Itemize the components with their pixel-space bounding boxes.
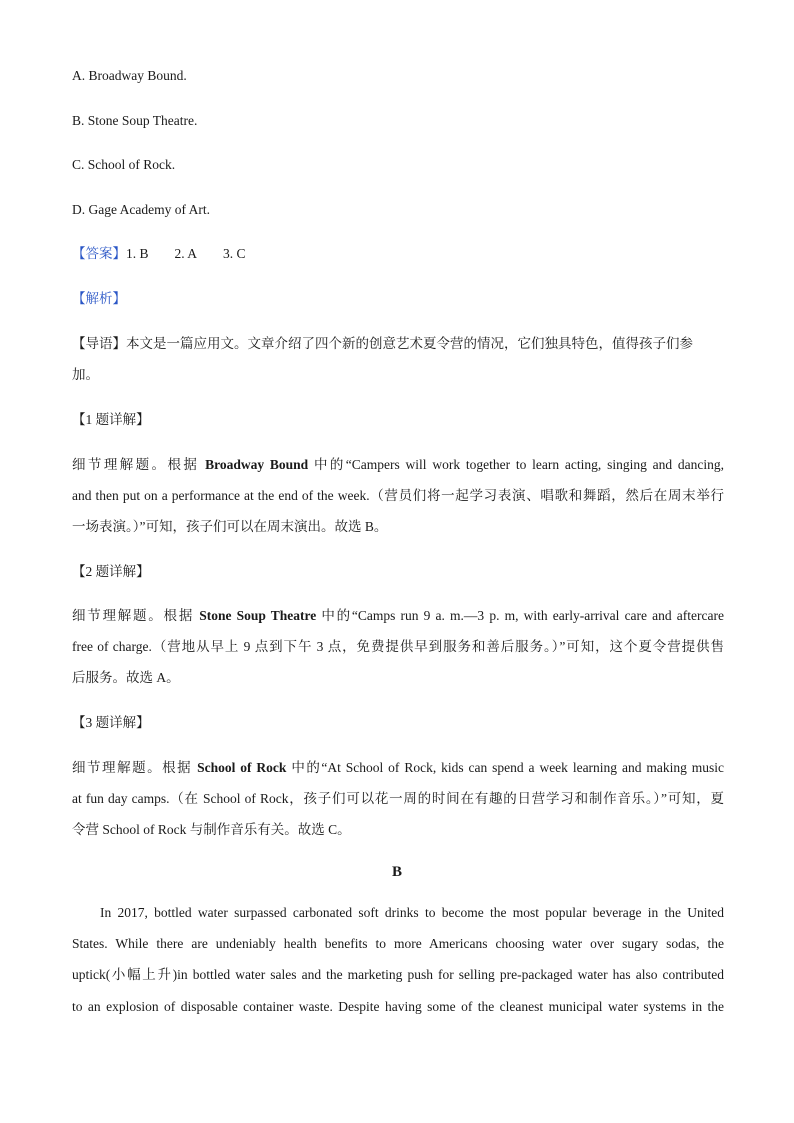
q2-title: 【2 题详解】 (72, 564, 150, 579)
q2-line1-rest: 中的“Camps run 9 a. m.—3 p. m, with early-arrival care and aftercare (316, 608, 724, 623)
intro-text-1: 本文是一篇应用文。文章介绍了四个新的创意艺术夏令营的情况，它们独具特色，值得孩子们参 (126, 336, 693, 351)
q2-line-2: free of charge.（营地从早上 9 点到下午 3 点，免费提供早到服务和善后服务。）”可知，这个夏令营提供售 (72, 639, 724, 654)
option-d: D. Gage Academy of Art. (72, 202, 210, 217)
answer-item-3: 3. C (223, 246, 246, 261)
passage-line-2: States. While there are undeniably health benefits to more Americans choosing water over sugary sodas, the (72, 936, 724, 951)
q3-line1-rest: 中的“At School of Rock, kids can spend a week learning and making music (286, 760, 724, 775)
intro-line-2: 加。 (72, 367, 99, 382)
section-b-heading: B (391, 864, 402, 880)
q3-line-3: 令营 School of Rock 与制作音乐有关。故选 C。 (72, 822, 351, 837)
q1-camp-name: Broadway Bound (205, 457, 309, 472)
option-a: A. Broadway Bound. (72, 68, 187, 83)
q3-line-2: at fun day camps.（在 School of Rock，孩子们可以花一周的时间在有趣的日营学习和制作音乐。）”可知，夏 (72, 791, 724, 806)
answer-label: 【答案】 (72, 246, 126, 261)
intro-label: 【导语】 (72, 336, 126, 351)
q1-line-3: 一场表演。）”可知，孩子们可以在周末演出。故选 B。 (72, 519, 388, 534)
q1-line1-rest: 中的“Campers will work together to learn acting, singing and dancing, (308, 457, 724, 472)
answer-item-1: 1. B (126, 246, 149, 261)
q3-line-1 (72, 759, 724, 777)
q1-line-1 (72, 456, 724, 474)
intro-line-1 (72, 335, 724, 353)
q2-prefix: 细节理解题。根据 (72, 608, 200, 623)
answer-line (72, 245, 724, 263)
q2-line-3: 后服务。故选 A。 (72, 670, 180, 685)
q2-camp-name: Stone Soup Theatre (199, 608, 317, 623)
q3-camp-name: School of Rock (197, 760, 287, 775)
q2-line-1 (72, 607, 724, 625)
q1-line-2: and then put on a performance at the end of the week.（营员们将一起学习表演、唱歌和舞蹈，然后在周末举行 (72, 488, 724, 503)
q3-prefix: 细节理解题。根据 (72, 760, 198, 775)
passage-line-1: In 2017, bottled water surpassed carbonated soft drinks to become the most popular beverage in the United (100, 905, 724, 920)
option-c: C. School of Rock. (72, 157, 176, 172)
passage-line-4: to an explosion of disposable container waste. Despite having some of the cleanest municipal water systems in the (72, 999, 724, 1014)
answer-item-2: 2. A (174, 246, 198, 261)
option-b: B. Stone Soup Theatre. (72, 113, 198, 128)
analysis-label: 【解析】 (72, 291, 126, 306)
q3-title: 【3 题详解】 (72, 715, 150, 730)
passage-line-3: uptick(小幅上升)in bottled water sales and the marketing push for selling pre-packaged water has also contributed (72, 967, 724, 982)
q1-prefix: 细节理解题。根据 (72, 457, 206, 472)
q1-title: 【1 题详解】 (72, 412, 150, 427)
